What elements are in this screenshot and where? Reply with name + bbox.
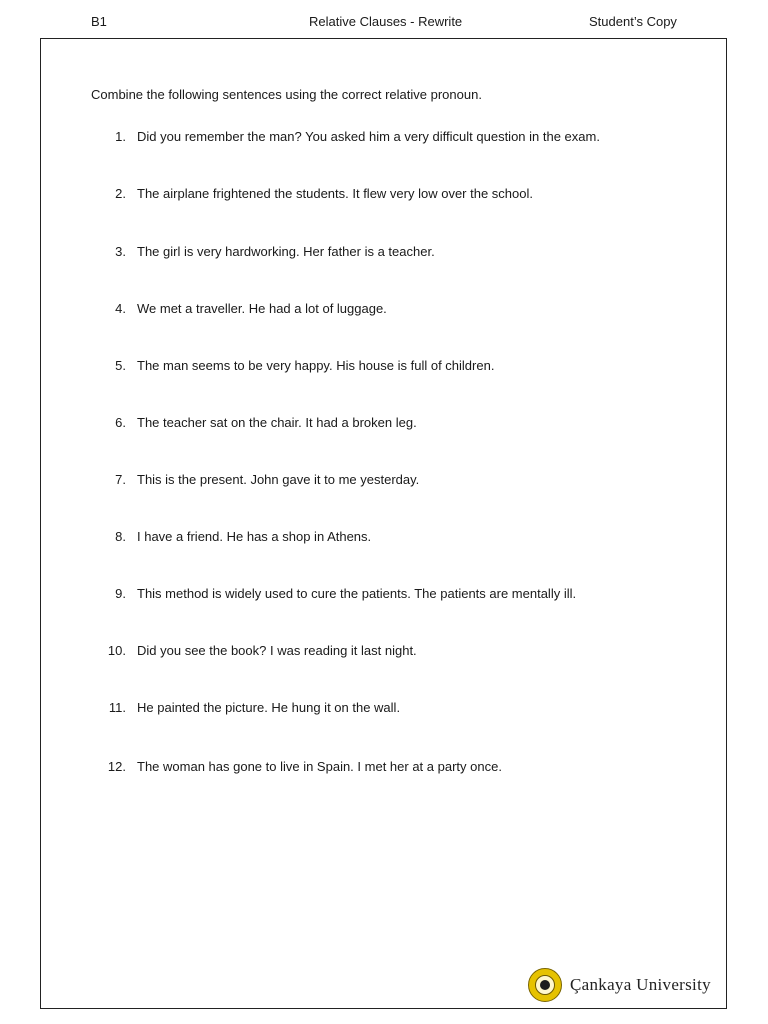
header-title: Relative Clauses - Rewrite [309, 14, 463, 29]
question-number: 4. [115, 301, 126, 316]
question-text: The teacher sat on the chair. It had a broken leg. [137, 415, 417, 430]
question-text: He painted the picture. He hung it on the wall. [137, 700, 401, 715]
question-text: This is the present. John gave it to me yesterday. [137, 472, 420, 487]
question-text: The woman has gone to live in Spain. I met her at a party once. [137, 759, 502, 774]
instruction-text: Combine the following sentences using the correct relative pronoun. [91, 87, 482, 102]
header-copy-label: Student’s Copy [589, 14, 677, 29]
question-number: 9. [115, 586, 126, 601]
question-text: I have a friend. He has a shop in Athens. [137, 529, 372, 544]
question-text: The man seems to be very happy. His house is full of children. [137, 358, 495, 373]
question-number: 11. [108, 700, 126, 715]
university-logo [528, 967, 711, 1003]
question-number: 7. [115, 472, 126, 487]
question-number: 3. [115, 244, 126, 259]
question-number: 8. [115, 529, 126, 544]
university-seal-icon [528, 968, 562, 1002]
question-text: The girl is very hardworking. Her father is a teacher. [137, 244, 435, 259]
question-number: 10. [107, 643, 126, 658]
university-name: Çankaya University [570, 975, 711, 994]
question-text: This method is widely used to cure the patients. The patients are mentally ill. [137, 586, 577, 601]
question-number: 5. [115, 358, 126, 373]
question-text: The airplane frightened the students. It flew very low over the school. [137, 186, 533, 201]
question-number: 2. [115, 186, 126, 201]
header-level: B1 [91, 14, 107, 29]
question-number: 12. [107, 759, 126, 774]
question-text: Did you remember the man? You asked him a very difficult question in the exam. [137, 129, 600, 144]
question-text: We met a traveller. He had a lot of luggage. [137, 301, 387, 316]
question-text: Did you see the book? I was reading it last night. [137, 643, 417, 658]
question-number: 6. [115, 415, 126, 430]
question-number: 1. [115, 129, 126, 144]
